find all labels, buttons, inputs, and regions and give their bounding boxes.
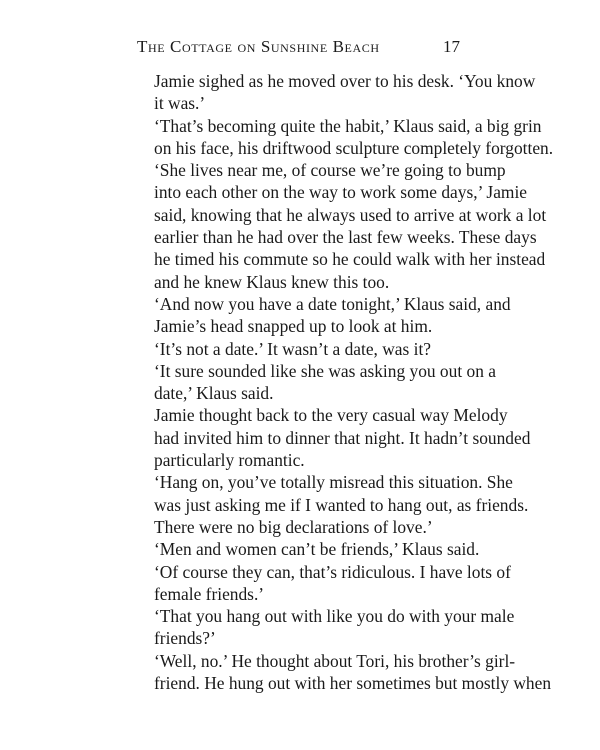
text-line: ‘Men and women can’t be friends,’ Klaus said. [154, 539, 480, 560]
text-line: ‘Hang on, you’ve totally misread this situation. She [154, 472, 513, 493]
text-line: ‘It sure sounded like she was asking you out on a [154, 360, 496, 381]
paragraph [136, 471, 529, 538]
paragraph [136, 115, 554, 160]
text-line: ‘And now you have a date tonight,’ Klaus said, and [154, 293, 511, 314]
paragraph [136, 293, 511, 338]
page-number: 17 [443, 37, 460, 56]
text-line: Jamie sighed as he moved over to his desk. ‘You know [154, 71, 536, 91]
text-line: he timed his commute so he could walk with her instead [154, 249, 546, 270]
running-title: The Cottage on Sunshine Beach [137, 37, 380, 56]
body-text [136, 70, 554, 694]
text-line: Jamie thought back to the very casual way Melody [154, 405, 508, 426]
text-line: Jamie’s head snapped up to look at him. [154, 316, 433, 337]
paragraph [136, 70, 536, 115]
text-line: said, knowing that he always used to arrive at work a lot [154, 204, 547, 225]
text-line: it was.’ [154, 93, 206, 114]
text-line: earlier than he had over the last few weeks. These days [154, 227, 537, 248]
paragraph [136, 360, 496, 405]
text-line: ‘That’s becoming quite the habit,’ Klaus said, a big grin [154, 115, 542, 136]
paragraph [136, 159, 547, 293]
text-line: was just asking me if I wanted to hang out, as friends. [154, 494, 529, 515]
paragraph [136, 404, 531, 471]
text-line: date,’ Klaus said. [154, 383, 274, 404]
running-header [137, 37, 460, 61]
paragraph [136, 538, 480, 560]
paragraph [136, 605, 515, 650]
text-line: into each other on the way to work some days,’ Jamie [154, 182, 527, 203]
text-line: friend. He hung out with her sometimes but mostly when [154, 673, 552, 694]
text-line: There were no big declarations of love.’ [154, 516, 433, 537]
text-line: particularly romantic. [154, 450, 305, 471]
text-line: female friends.’ [154, 583, 265, 604]
text-line: and he knew Klaus knew this too. [154, 271, 390, 292]
text-line: ‘Well, no.’ He thought about Tori, his brother’s girl- [154, 650, 516, 671]
text-line: ‘Of course they can, that’s ridiculous. I have lots of [154, 561, 511, 582]
text-line: on his face, his driftwood sculpture completely forgotten. [154, 137, 554, 158]
text-line: had invited him to dinner that night. It hadn’t sounded [154, 427, 531, 448]
paragraph [136, 561, 511, 606]
text-line: ‘She lives near me, of course we’re going to bump [154, 160, 506, 181]
text-line: friends?’ [154, 628, 216, 649]
paragraph [136, 338, 462, 360]
text-line: ‘That you hang out with like you do with your male [154, 606, 515, 627]
text-line: ‘It’s not a date.’ It wasn’t a date, was it? [154, 338, 432, 359]
paragraph [136, 650, 552, 695]
